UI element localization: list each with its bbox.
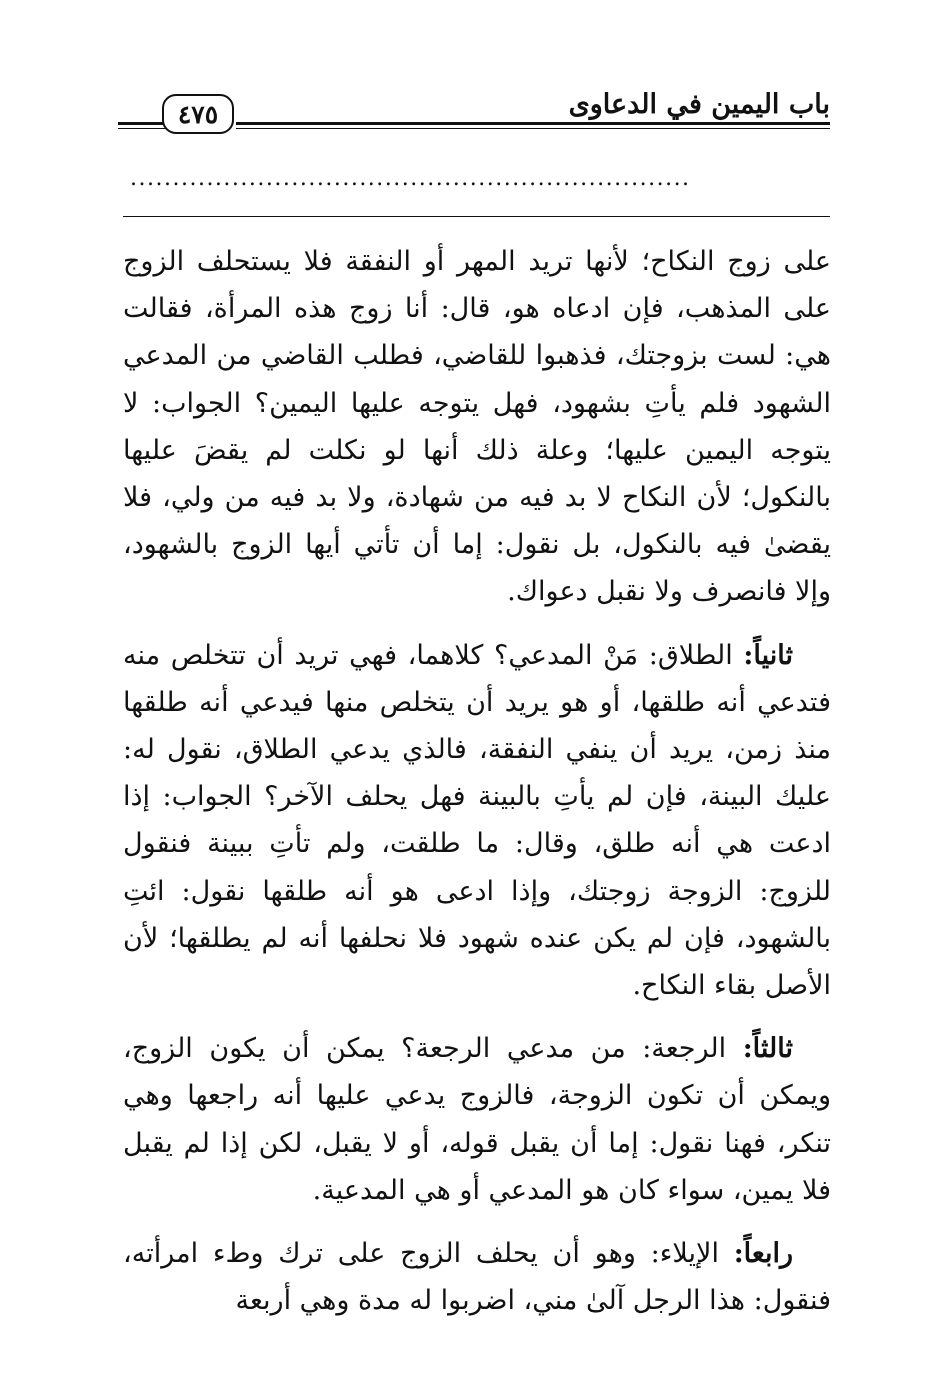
header-rule-thin — [236, 128, 830, 129]
chapter-title: باب اليمين في الدعاوى — [568, 89, 830, 120]
paragraph-text: الرجعة: من مدعي الرجعة؟ يمكن أن يكون الزوج، ويمكن أن تكون الزوجة، فالزوج يدعي عليها أنه راجعها وهي تنكر، فهنا نقول: إما أن يقبل قوله، أو لا يقبل، لكن إذا لم يقبل فلا يمين، سواء كان هو المدعي أو هي المدعية. — [123, 1033, 831, 1206]
header-rule-left-thick — [118, 122, 166, 125]
paragraph — [123, 1025, 831, 1214]
paragraph-text: الإيلاء: وهو أن يحلف الزوج على ترك وطء امرأته، فنقول: هذا الرجل آلىٰ مني، اضربوا له مدة وهي أربعة — [123, 1238, 831, 1317]
paragraph — [123, 632, 831, 1010]
paragraph-lead: ثانياً: — [743, 639, 793, 671]
paragraph-lead: ثالثاً: — [742, 1033, 793, 1065]
paragraph-text: الطلاق: مَنْ المدعي؟ كلاهما، فهي تريد أن تتخلص منه فتدعي أنه طلقها، أو هو يريد أن يتخلص منها فيدعي أنه طلقها منذ زمن، يريد أن ينفي النفقة، فالذي يدعي الطلاق، نقول له: عليك البينة، فإن لم يأتِ بالبينة فهل يحلف الآخر؟ الجواب: إذا ادعت هي أنه طلق، وقال: ما طلقت، ولم تأتِ ببينة فنقول للزوج: الزوجة زوجتك، وإذا ادعى هو أنه طلقها نقول: ائتِ بالشهود، فإن لم يكن عنده شهود فلا نحلفها أنه لم يطلقها؛ لأن الأصل بقاء النكاح. — [123, 639, 831, 1002]
paragraph — [123, 238, 831, 616]
running-header — [118, 88, 830, 144]
paragraph-text: على زوج النكاح؛ لأنها تريد المهر أو النفقة فلا يستحلف الزوج على المذهب، فإن ادعاه هو، قال: أنا زوج هذه المرأة، فقالت هي: لست بزوجتك، فذهبوا للقاضي، فطلب القاضي من المدعي الشهود فلم يأتِ بشهود، فهل يتوجه عليها اليمين؟ الجواب: لا يتوجه اليمين عليها؛ وعلة ذلك أنها لو نكلت لم يقضَ عليها بالنكول؛ لأن النكاح لا بد فيه من شهادة، ولا بد فيه من ولي، فلا يقضىٰ فيه بالنكول، بل نقول: إما أن تأتي أيها الزوج بالشهود، وإلا فانصرف ولا نقبل دعواك. — [123, 246, 831, 608]
header-rule-left-thin — [118, 128, 166, 129]
header-rule-thick — [236, 122, 830, 125]
paragraph — [123, 1230, 831, 1324]
paragraph-lead: رابعاً: — [733, 1238, 793, 1270]
separator-line — [123, 216, 830, 217]
dotted-separator: .................................................................. — [130, 166, 691, 191]
page-number: ٤٧٥ — [162, 94, 234, 134]
body-text — [123, 238, 831, 1340]
